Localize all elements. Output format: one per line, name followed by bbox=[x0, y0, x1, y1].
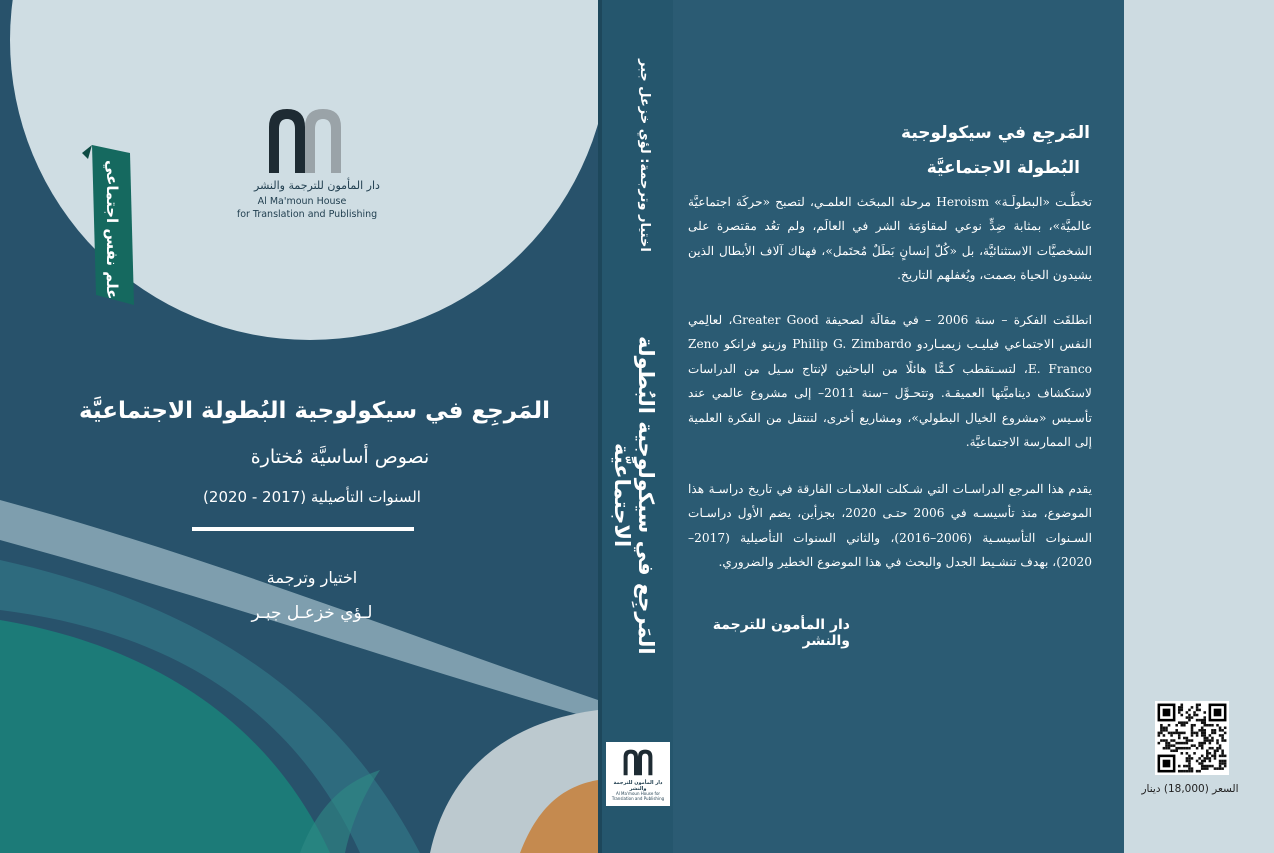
front-credit: اختيار وترجمة bbox=[266, 568, 358, 587]
publisher-name-english-line1: Al Ma'moun House bbox=[257, 196, 347, 207]
spine-translator: اختيار وترجمة: لؤي خزعل جبر bbox=[637, 58, 652, 252]
front-subtitle: نصوص أساسيَّة مُختارة bbox=[250, 446, 430, 468]
spine-publisher-arabic: دار المأمون للترجمة والنشر bbox=[613, 780, 663, 792]
back-title-line1: المَرجِع في سيكولوجية bbox=[901, 123, 1090, 143]
spine-publisher-logo-icon bbox=[622, 748, 654, 776]
back-paragraph-3: يقدم هذا المرجع الدراسـات التي شـكلت العلامـات الفارقة في تاريخ دراسـة هذا الموضوع، منذ تأسيسـه في 2006 حتـى 2020، بجزأين، يضم الأول دراسـات السـنوات التأسيسـية (2006–2016)، والثاني السنوات التأصيلية (2017–2020)، بهدف تنشـيط الجدل والبحث في هذا الموضوع الخطير والضروري. bbox=[688, 482, 1092, 570]
back-title-line2: البُطولة الاجتماعيَّة bbox=[926, 158, 1080, 178]
back-paragraph-2: انطلقَت الفكرة – سنة 2006 – في مقالَة لصحيفة Greater Good، لعالِمي النفس الاجتماعي فيليـب زيمبـاردو Philip G. Zimbardo وزينو فرانكو Zeno E. Franco، لتسـتقطب كـمًّا هائلًا من الباحثين لإنتاج سـيل من الدراسات لاستكشاف ديناميَّتها العميقـة. وتتحـوَّل –سنة 2011– إلى مشروع عالمي عند تأسـيس «مشروع الخيال البطولي»، ومشاريع أخرى، لتنتقل من الفكرة العلمية إلى الممارسة الاجتماعيَّة. bbox=[688, 313, 1092, 450]
front-years: السنوات التأصيلية (2017 - 2020) bbox=[203, 488, 421, 506]
back-paragraph-1: تخطَّـت «البطولَـة» Heroism مرحلة المبحَث العلمـي، لتصبح «حركَة اجتماعيَّة عالميَّة»، بمثابة ضِدٍّ نوعي لمقاوَمَة الشر في العالَم، ولم تعُد مقتصرة على الشخصيَّات الاستثنائيَّة، بل «كُلّ إنسانٍ بَطَلٌ مُحتَمل»، فهناك آلاف الأبطال الذين يشيدون الحياة بصمت، ويُغفلهم التاريخ. bbox=[688, 195, 1092, 283]
publisher-logo-icon bbox=[265, 107, 345, 173]
publisher-name-arabic: دار المأمون للترجمة والنشر bbox=[254, 179, 380, 192]
price-label: السعر (18,000) دينار bbox=[1141, 783, 1239, 795]
spine-publisher-english: Al Ma'moun House for Translation and Publishing bbox=[611, 791, 665, 801]
spine-edge bbox=[598, 0, 602, 853]
front-divider bbox=[192, 527, 414, 531]
front-translator: لـؤي خزعـل جبـر bbox=[251, 603, 373, 623]
spine-title: المَرجِع في سيكولوجية البُطولة الاجتماعيَّة bbox=[610, 335, 658, 655]
publisher-name-english-line2: for Translation and Publishing bbox=[236, 209, 378, 220]
front-title: المَرجِع في سيكولوجية البُطولة الاجتماعيَّة bbox=[78, 398, 550, 424]
category-ribbon-label: علم نفس اجتماعي bbox=[103, 160, 121, 300]
back-publisher: دار المأمون للترجمة والنشر bbox=[712, 617, 850, 649]
qr-code-icon bbox=[1155, 701, 1229, 775]
